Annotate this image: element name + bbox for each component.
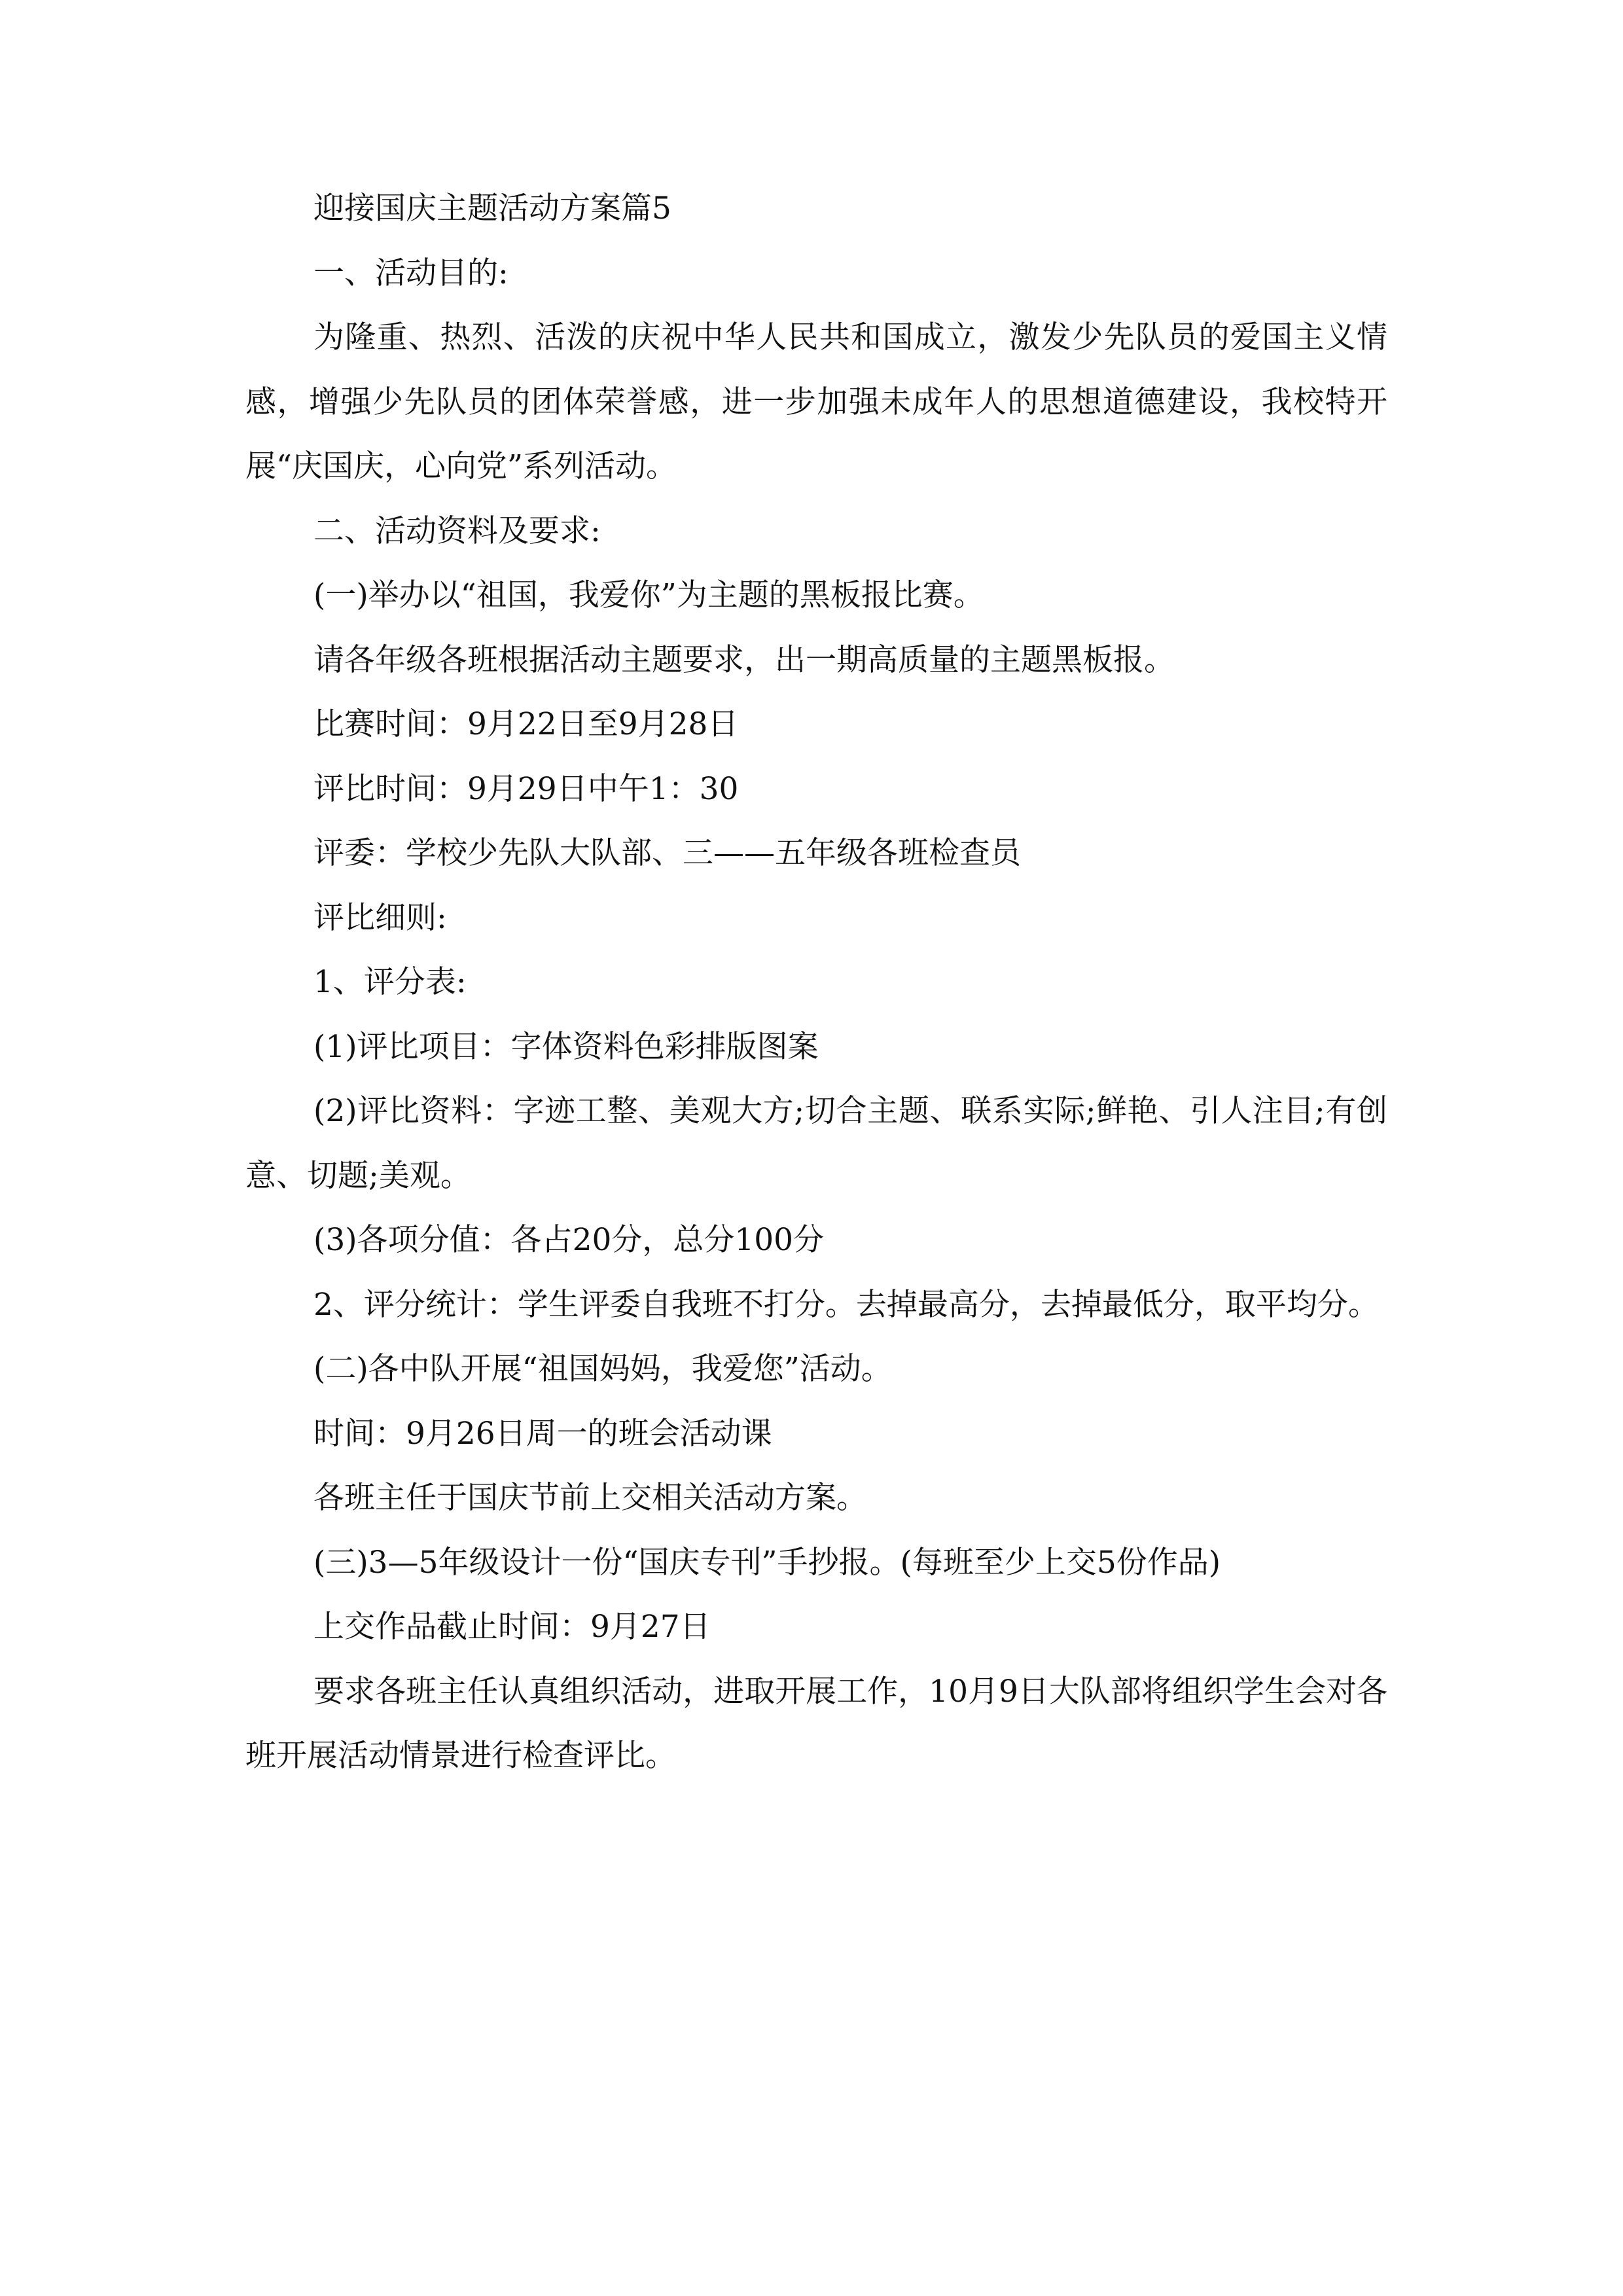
judging-rules-heading: 评比细则: xyxy=(313,899,447,936)
score-values: (3)各项分值：各占20分，总分100分 xyxy=(313,1222,825,1258)
item-handwritten-newspaper: (三)3—5年级设计一份“国庆专刊”手抄报。(每班至少上交5份作品) xyxy=(313,1544,1221,1581)
document-title: 迎接国庆主题活动方案篇5 xyxy=(313,190,671,226)
submission-deadline: 上交作品截止时间：9月27日 xyxy=(313,1609,711,1645)
score-statistics: 2、评分统计：学生评委自我班不打分。去掉最高分，去掉最低分，取平均分。 xyxy=(313,1286,1379,1323)
section-heading-content: 二、活动资料及要求: xyxy=(313,512,601,549)
squad-activity-time: 时间：9月26日周一的班会活动课 xyxy=(313,1415,772,1452)
judges: 评委：学校少先队大队部、三——五年级各班检查员 xyxy=(313,835,1021,871)
judging-items: (1)评比项目：字体资料色彩排版图案 xyxy=(313,1028,819,1065)
contest-time: 比赛时间：9月22日至9月28日 xyxy=(313,706,739,742)
paragraph-closing: 要求各班主任认真组织活动，进取开展工作，10月9日大队部将组织学生会对各班开展活动情景进行检查评比。 xyxy=(245,1673,1387,1774)
judging-criteria: (2)评比资料：字迹工整、美观大方;切合主题、联系实际;鲜艳、引人注目;有创意、切题;美观。 xyxy=(245,1093,1387,1194)
paragraph-contest-request: 请各年级各班根据活动主题要求，出一期高质量的主题黑板报。 xyxy=(313,641,1175,678)
item-blackboard-contest: (一)举办以“祖国，我爱你”为主题的黑板报比赛。 xyxy=(313,577,984,613)
squad-activity-plan: 各班主任于国庆节前上交相关活动方案。 xyxy=(313,1480,867,1516)
paragraph-purpose: 为隆重、热烈、活泼的庆祝中华人民共和国成立，激发少先队员的爱国主义情感，增强少先队员的团体荣誉感，进一步加强未成年人的思想道德建设，我校特开展“庆国庆，心向党”系列活动。 xyxy=(245,319,1387,484)
score-sheet-heading: 1、评分表: xyxy=(313,964,467,1000)
document-body xyxy=(245,177,1387,1789)
judging-time: 评比时间：9月29日中午1：30 xyxy=(313,770,739,807)
item-squad-activity: (二)各中队开展“祖国妈妈，我爱您”活动。 xyxy=(313,1351,892,1387)
section-heading-purpose: 一、活动目的: xyxy=(313,255,508,291)
